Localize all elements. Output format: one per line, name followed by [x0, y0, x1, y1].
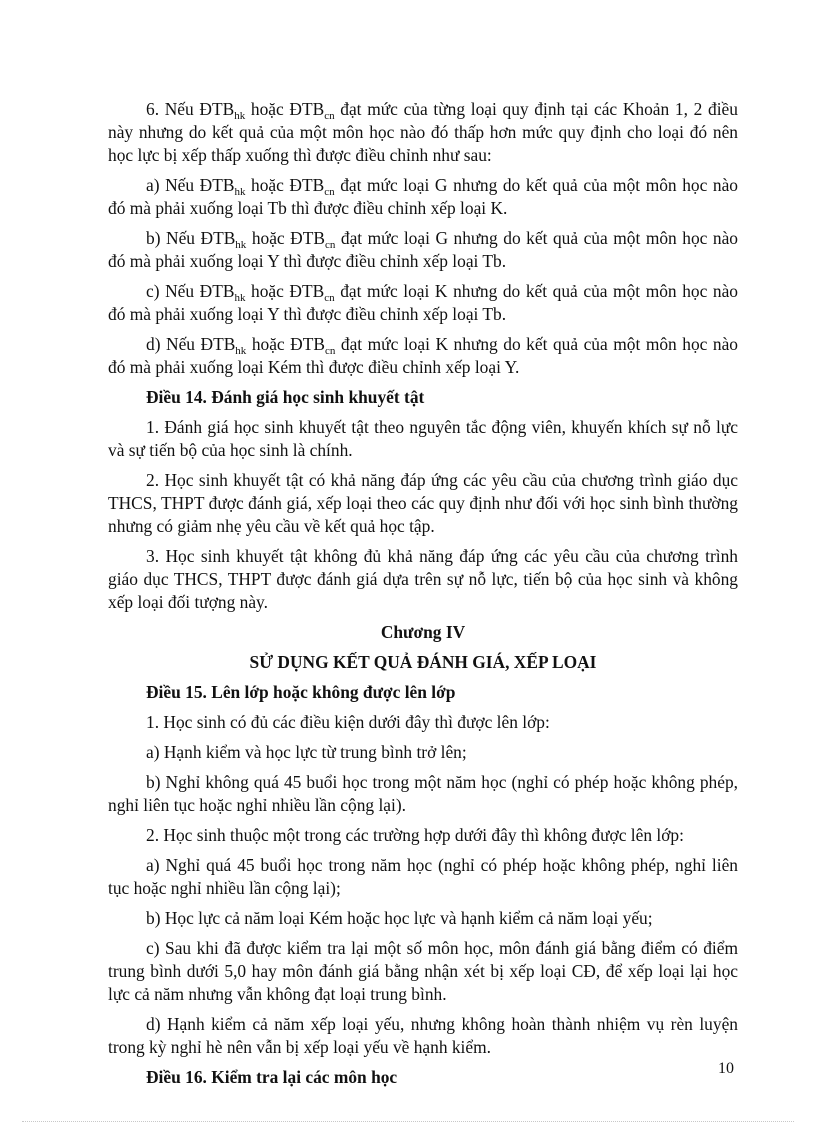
- body-paragraph: [108, 854, 738, 900]
- subscript-text: hk: [234, 110, 246, 122]
- text-run: 2. Học sinh khuyết tật có khả năng đáp ứng các yêu cầu của chương trình giáo dục THCS, THPT được đánh giá, xếp loại theo các quy định như đối với học sinh bình thường nhưng có giảm nhẹ yêu cầu về kết quả học tập.: [108, 470, 738, 536]
- text-run: 1. Đánh giá học sinh khuyết tật theo nguyên tắc động viên, khuyến khích sự nỗ lực và sự tiến bộ của học sinh là chính.: [108, 417, 738, 460]
- article-heading: [108, 386, 738, 409]
- text-run: d) Hạnh kiểm cả năm xếp loại yếu, nhưng không hoàn thành nhiệm vụ rèn luyện trong kỳ nghỉ hè nên vẫn bị xếp loại yếu về hạnh kiểm.: [108, 1014, 738, 1057]
- subscript-text: cn: [324, 186, 335, 198]
- body-paragraph: [108, 227, 738, 273]
- text-run: đạt mức loại G nhưng do kết quả của một môn học nào đó mà phải xuống loại Y thì được điều chỉnh xếp loại Tb.: [108, 228, 739, 271]
- article-heading: [108, 1066, 738, 1089]
- body-paragraph: [108, 174, 738, 220]
- body-paragraph: [108, 333, 738, 379]
- text-run: hoặc ĐTB: [245, 281, 325, 301]
- page-bottom-divider: [22, 1121, 794, 1122]
- text-run: a) Nếu ĐTB: [146, 175, 235, 195]
- text-run: 6. Nếu ĐTB: [146, 99, 235, 119]
- text-run: b) Nếu ĐTB: [146, 228, 236, 248]
- subscript-text: cn: [324, 292, 335, 304]
- document-body: [108, 98, 738, 1096]
- text-run: đạt mức của từng loại quy định tại các Khoản 1, 2 điều này nhưng do kết quả của một môn học nào đó thấp hơn mức quy định cho loại đó nên học lực bị xếp thấp xuống thì được điều chỉnh như sau:: [108, 99, 738, 165]
- subscript-text: hk: [234, 186, 246, 198]
- body-paragraph: [108, 98, 738, 167]
- body-paragraph: [108, 469, 738, 538]
- text-run: 1. Học sinh có đủ các điều kiện dưới đây thì được lên lớp:: [146, 712, 550, 732]
- body-paragraph: [108, 711, 738, 734]
- subscript-text: hk: [235, 345, 247, 357]
- body-paragraph: [108, 741, 738, 764]
- article-heading: [108, 681, 738, 704]
- text-run: hoặc ĐTB: [245, 175, 325, 195]
- body-paragraph: [108, 824, 738, 847]
- subscript-text: cn: [324, 345, 336, 357]
- text-run: c) Sau khi đã được kiểm tra lại một số môn học, môn đánh giá bằng điểm có điểm trung bình dưới 5,0 hay môn đánh giá bằng nhận xét bị xếp loại CĐ, để xếp loại lại học lực cả năm nhưng vẫn không đạt loại trung bình.: [108, 938, 738, 1004]
- text-run: hoặc ĐTB: [246, 334, 325, 354]
- text-run: hoặc ĐTB: [246, 228, 325, 248]
- text-run: hoặc ĐTB: [245, 99, 325, 119]
- body-paragraph: [108, 937, 738, 1006]
- body-paragraph: [108, 771, 738, 817]
- subscript-text: cn: [324, 239, 336, 251]
- text-run: đạt mức loại K nhưng do kết quả của một môn học nào đó mà phải xuống loại Y thì được điều chỉnh xếp loại Tb.: [108, 281, 738, 324]
- text-run: b) Nghỉ không quá 45 buổi học trong một năm học (nghỉ có phép hoặc không phép, nghỉ liên tục hoặc nghỉ nhiều lần cộng lại).: [108, 772, 738, 815]
- text-run: Chương IV: [380, 622, 466, 642]
- text-run: 3. Học sinh khuyết tật không đủ khả năng đáp ứng các yêu cầu của chương trình giáo dục THCS, THPT được đánh giá dựa trên sự nỗ lực, tiến bộ của học sinh và không xếp loại đối tượng này.: [108, 546, 738, 612]
- text-run: 2. Học sinh thuộc một trong các trường hợp dưới đây thì không được lên lớp:: [146, 825, 684, 845]
- chapter-heading: [108, 621, 738, 644]
- body-paragraph: [108, 416, 738, 462]
- text-run: a) Hạnh kiểm và học lực từ trung bình trở lên;: [146, 742, 467, 762]
- text-run: b) Học lực cả năm loại Kém hoặc học lực và hạnh kiểm cả năm loại yếu;: [146, 908, 653, 928]
- subscript-text: hk: [234, 292, 246, 304]
- subscript-text: hk: [235, 239, 247, 251]
- body-paragraph: [108, 545, 738, 614]
- text-run: đạt mức loại K nhưng do kết quả của một môn học nào đó mà phải xuống loại Kém thì được điều chỉnh xếp loại Y.: [108, 334, 739, 377]
- text-run: đạt mức loại G nhưng do kết quả của một môn học nào đó mà phải xuống loại Tb thì được điều chỉnh xếp loại K.: [108, 175, 738, 218]
- subscript-text: cn: [324, 110, 335, 122]
- body-paragraph: [108, 280, 738, 326]
- page-number: 10: [718, 1060, 734, 1077]
- text-run: d) Nếu ĐTB: [146, 334, 236, 354]
- text-run: Điều 15. Lên lớp hoặc không được lên lớp: [146, 682, 456, 702]
- text-run: SỬ DỤNG KẾT QUẢ ĐÁNH GIÁ, XẾP LOẠI: [249, 652, 597, 672]
- text-run: c) Nếu ĐTB: [146, 281, 235, 301]
- text-run: Điều 14. Đánh giá học sinh khuyết tật: [146, 387, 425, 407]
- body-paragraph: [108, 1013, 738, 1059]
- text-run: a) Nghỉ quá 45 buổi học trong năm học (nghỉ có phép hoặc không phép, nghỉ liên tục hoặc nghỉ nhiều lần cộng lại);: [108, 855, 738, 898]
- text-run: Điều 16. Kiểm tra lại các môn học: [146, 1067, 398, 1087]
- body-paragraph: [108, 907, 738, 930]
- chapter-heading: [108, 651, 738, 674]
